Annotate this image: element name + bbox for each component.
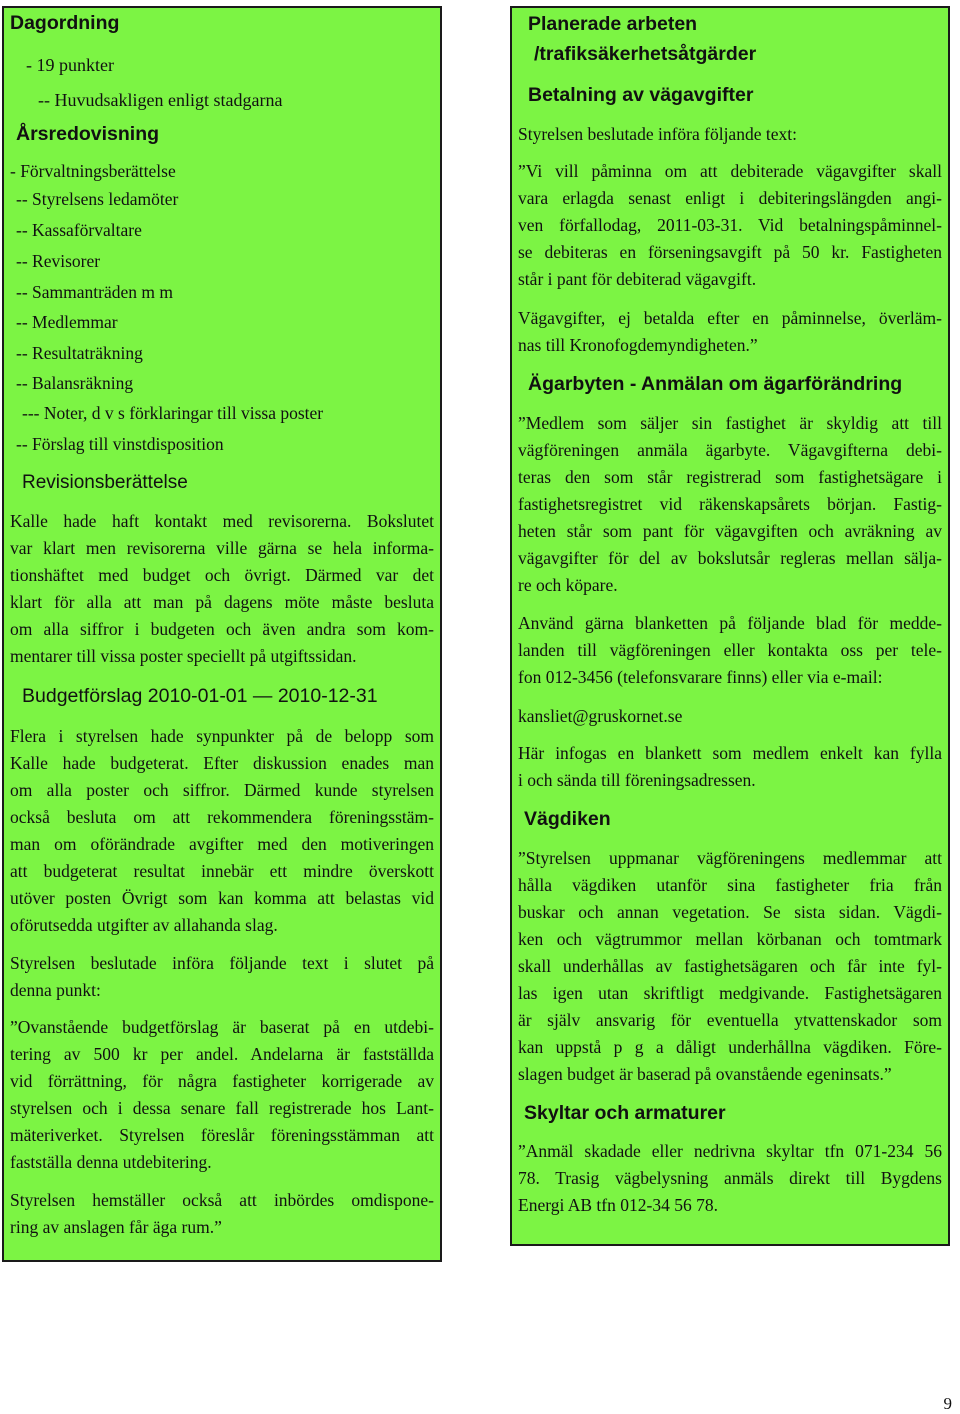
text-line: Använd gärna blanketten på följande blad för medde- xyxy=(518,613,942,633)
text-line: se debiteras en förseningsavgift på 50 kr. Fastigheten xyxy=(518,242,942,262)
text-line: Energi AB tfn 012-34 56 78. xyxy=(518,1195,718,1215)
text-line: klart för alla att man på dagens möte måste besluta xyxy=(10,592,434,612)
annual-report-heading: Årsredovisning xyxy=(16,123,160,145)
signs-paragraph xyxy=(518,1138,942,1219)
text-line: fastställa denna utdebitering. xyxy=(10,1152,212,1172)
text-line: 78. Trasig vägbelysning anmäls direkt till Bygdens xyxy=(518,1168,942,1188)
annual-report-item: -- Medlemmar xyxy=(16,312,118,332)
text-line: i och sända till föreningsadressen. xyxy=(518,770,756,790)
annual-report-item: -- Resultaträkning xyxy=(16,343,143,363)
budget-paragraph xyxy=(10,723,434,939)
text-line: Vägavgifter, ej betalda efter en påminnelse, överläm- xyxy=(518,308,942,328)
text-line: teras den som står registrerad som fastighetsägare i xyxy=(518,467,942,487)
owner-paragraph xyxy=(518,410,942,599)
text-line: heten står som pant för vägavgiften och avräkning av xyxy=(518,521,942,541)
text-line: slagen budget är baserad på ovanstående egeninsats.” xyxy=(518,1064,892,1084)
annual-report-item: -- Styrelsens ledamöter xyxy=(16,189,179,209)
audit-paragraph xyxy=(10,508,434,670)
form-paragraph xyxy=(518,610,942,691)
text-line: hålla vägdiken utanför sina fastigheter fria från xyxy=(518,875,942,895)
text-line: om alla siffror i budgeten och även andra som kom- xyxy=(10,619,434,639)
email-link[interactable]: kansliet@gruskornet.se xyxy=(518,706,683,726)
text-line: Kalle hade haft kontakt med revisorerna. Bokslutet xyxy=(10,511,434,531)
text-line: är själv ansvarig för eventuella ytvattenskador som xyxy=(518,1010,942,1030)
fee-unpaid xyxy=(518,305,942,359)
text-line: utöver posten Övrigt som kan komma att belastas vid xyxy=(10,888,434,908)
page-number: 9 xyxy=(943,1394,952,1413)
fee-intro: Styrelsen beslutade införa följande text: xyxy=(518,124,797,144)
agenda-item: - 19 punkter xyxy=(26,55,114,75)
text-line: att budgeterat resultat innebär ett mindre överskott xyxy=(10,861,434,881)
text-line: ken och vägtrummor mellan körbanan och tomtmark xyxy=(518,929,942,949)
text-line: oförutsedda utgifter av allahanda slag. xyxy=(10,915,278,935)
text-line: landen till vägföreningen eller kontakta oss per tele- xyxy=(518,640,942,660)
text-line: var klart men revisorerna ville gärna se hela informa- xyxy=(10,538,434,558)
text-line: Här infogas en blankett som medlem enkelt kan fylla xyxy=(518,743,942,763)
text-line: Styrelsen beslutade införa följande text i slutet på xyxy=(10,953,434,973)
planned-heading: Planerade arbeten xyxy=(528,13,698,35)
annual-report-item: -- Förslag till vinstdisposition xyxy=(16,434,224,454)
text-line: ring av anslagen får äga rum.” xyxy=(10,1217,222,1237)
text-line: fastighetsregistret vid räkenskapsårets början. Fastig- xyxy=(518,494,942,514)
attach-paragraph xyxy=(518,740,942,794)
text-line: ”Ovanstående budgetförslag är baserat på en utdebi- xyxy=(10,1017,434,1037)
text-line: Styrelsen hemställer också att inbördes omdispone- xyxy=(10,1190,434,1210)
text-line: vid förrättning, för några fastigheter korrigerade av xyxy=(10,1071,434,1091)
text-line: ”Styrelsen uppmanar vägföreningens medlemmar att xyxy=(518,848,942,868)
signs-heading: Skyltar och armaturer xyxy=(524,1102,726,1124)
annual-report-item: -- Sammanträden m m xyxy=(16,282,173,302)
text-line: vägföreningen anmäla ägarbyte. Vägavgifterna debi- xyxy=(518,440,942,460)
text-line: vara erlagda senast enligt i debiteringslängden angi- xyxy=(518,188,942,208)
text-line: står i pant för debiterad vägavgift. xyxy=(518,269,757,289)
text-line: fon 012-3456 (telefonsvarare finns) eller via e-mail: xyxy=(518,667,883,687)
annual-report-item: -- Revisorer xyxy=(16,251,101,271)
text-line: tering av 500 kr per andel. Andelarna är fastställda xyxy=(10,1044,434,1064)
text-line: tionshäftet med budget och övrigt. Därmed var det xyxy=(10,565,434,585)
planned-heading-sub: /trafiksäkerhetsåtgärder xyxy=(534,43,757,65)
text-line: mentarer till vissa poster speciellt på utgiftssidan. xyxy=(10,646,357,666)
text-line: också besluta om att rekommendera föreningsstäm- xyxy=(10,807,434,827)
recommend-paragraph xyxy=(10,1187,434,1241)
text-line: styrelsen och i dessa senare fall registrerade hos Lant- xyxy=(10,1098,434,1118)
fee-quote xyxy=(518,158,942,293)
text-line: kan uppstå p g a dåligt underhållna vägdiken. Före- xyxy=(518,1037,942,1057)
decision-intro xyxy=(10,950,434,1004)
annual-report-item: - Förvaltningsberättelse xyxy=(10,161,176,181)
owner-heading: Ägarbyten - Anmälan om ägarförändring xyxy=(528,373,903,395)
agenda-heading: Dagordning xyxy=(10,12,120,34)
text-line: mäteriverket. Styrelsen föreslår föreningsstämman att xyxy=(10,1125,434,1145)
text-line: denna punkt: xyxy=(10,980,101,1000)
text-line: nas till Kronofogdemyndigheten.” xyxy=(518,335,758,355)
text-line: Kalle hade budgeterat. Efter diskussion enades man xyxy=(10,753,434,773)
agenda-item: -- Huvudsakligen enligt stadgarna xyxy=(38,90,283,110)
budget-heading: Budgetförslag 2010-01-01 — 2010-12-31 xyxy=(22,685,378,707)
ditch-paragraph xyxy=(518,845,942,1088)
text-line: vägavgifter för del av bokslutsår regleras mellan sälja- xyxy=(518,548,942,568)
text-line: ”Anmäl skadade eller nedrivna skyltar tfn 071-234 56 xyxy=(518,1141,942,1161)
ditch-heading: Vägdiken xyxy=(524,808,611,830)
text-line: ”Medlem som säljer sin fastighet är skyldig att till xyxy=(518,413,942,433)
audit-heading: Revisionsberättelse xyxy=(22,472,188,493)
text-line: ven förfallodag, 2011-03-31. Vid betalningspåminnel- xyxy=(518,215,942,235)
annual-report-item: -- Balansräkning xyxy=(16,373,134,393)
text-line: buskar och annan vegetation. Se sista sidan. Vägdi- xyxy=(518,902,942,922)
text-line: ”Vi vill påminna om att debiterade vägavgifter skall xyxy=(518,161,942,181)
annual-report-item: --- Noter, d v s förklaringar till vissa poster xyxy=(22,403,324,423)
decision-quote xyxy=(10,1014,434,1176)
text-line: las igen utan skriftligt medgivande. Fastighetsägaren xyxy=(518,983,942,1003)
text-line: Flera i styrelsen hade synpunkter på de belopp som xyxy=(10,726,434,746)
text-line: re och köpare. xyxy=(518,575,618,595)
text-line: om alla poster och siffror. Därmed kunde styrelsen xyxy=(10,780,434,800)
fee-heading: Betalning av vägavgifter xyxy=(528,84,754,106)
text-line: man om oförändrade avgifter med den motiveringen xyxy=(10,834,434,854)
text-line: skall underhållas av fastighetsägaren och får inte fyl- xyxy=(518,956,942,976)
annual-report-item: -- Kassaförvaltare xyxy=(16,220,142,240)
